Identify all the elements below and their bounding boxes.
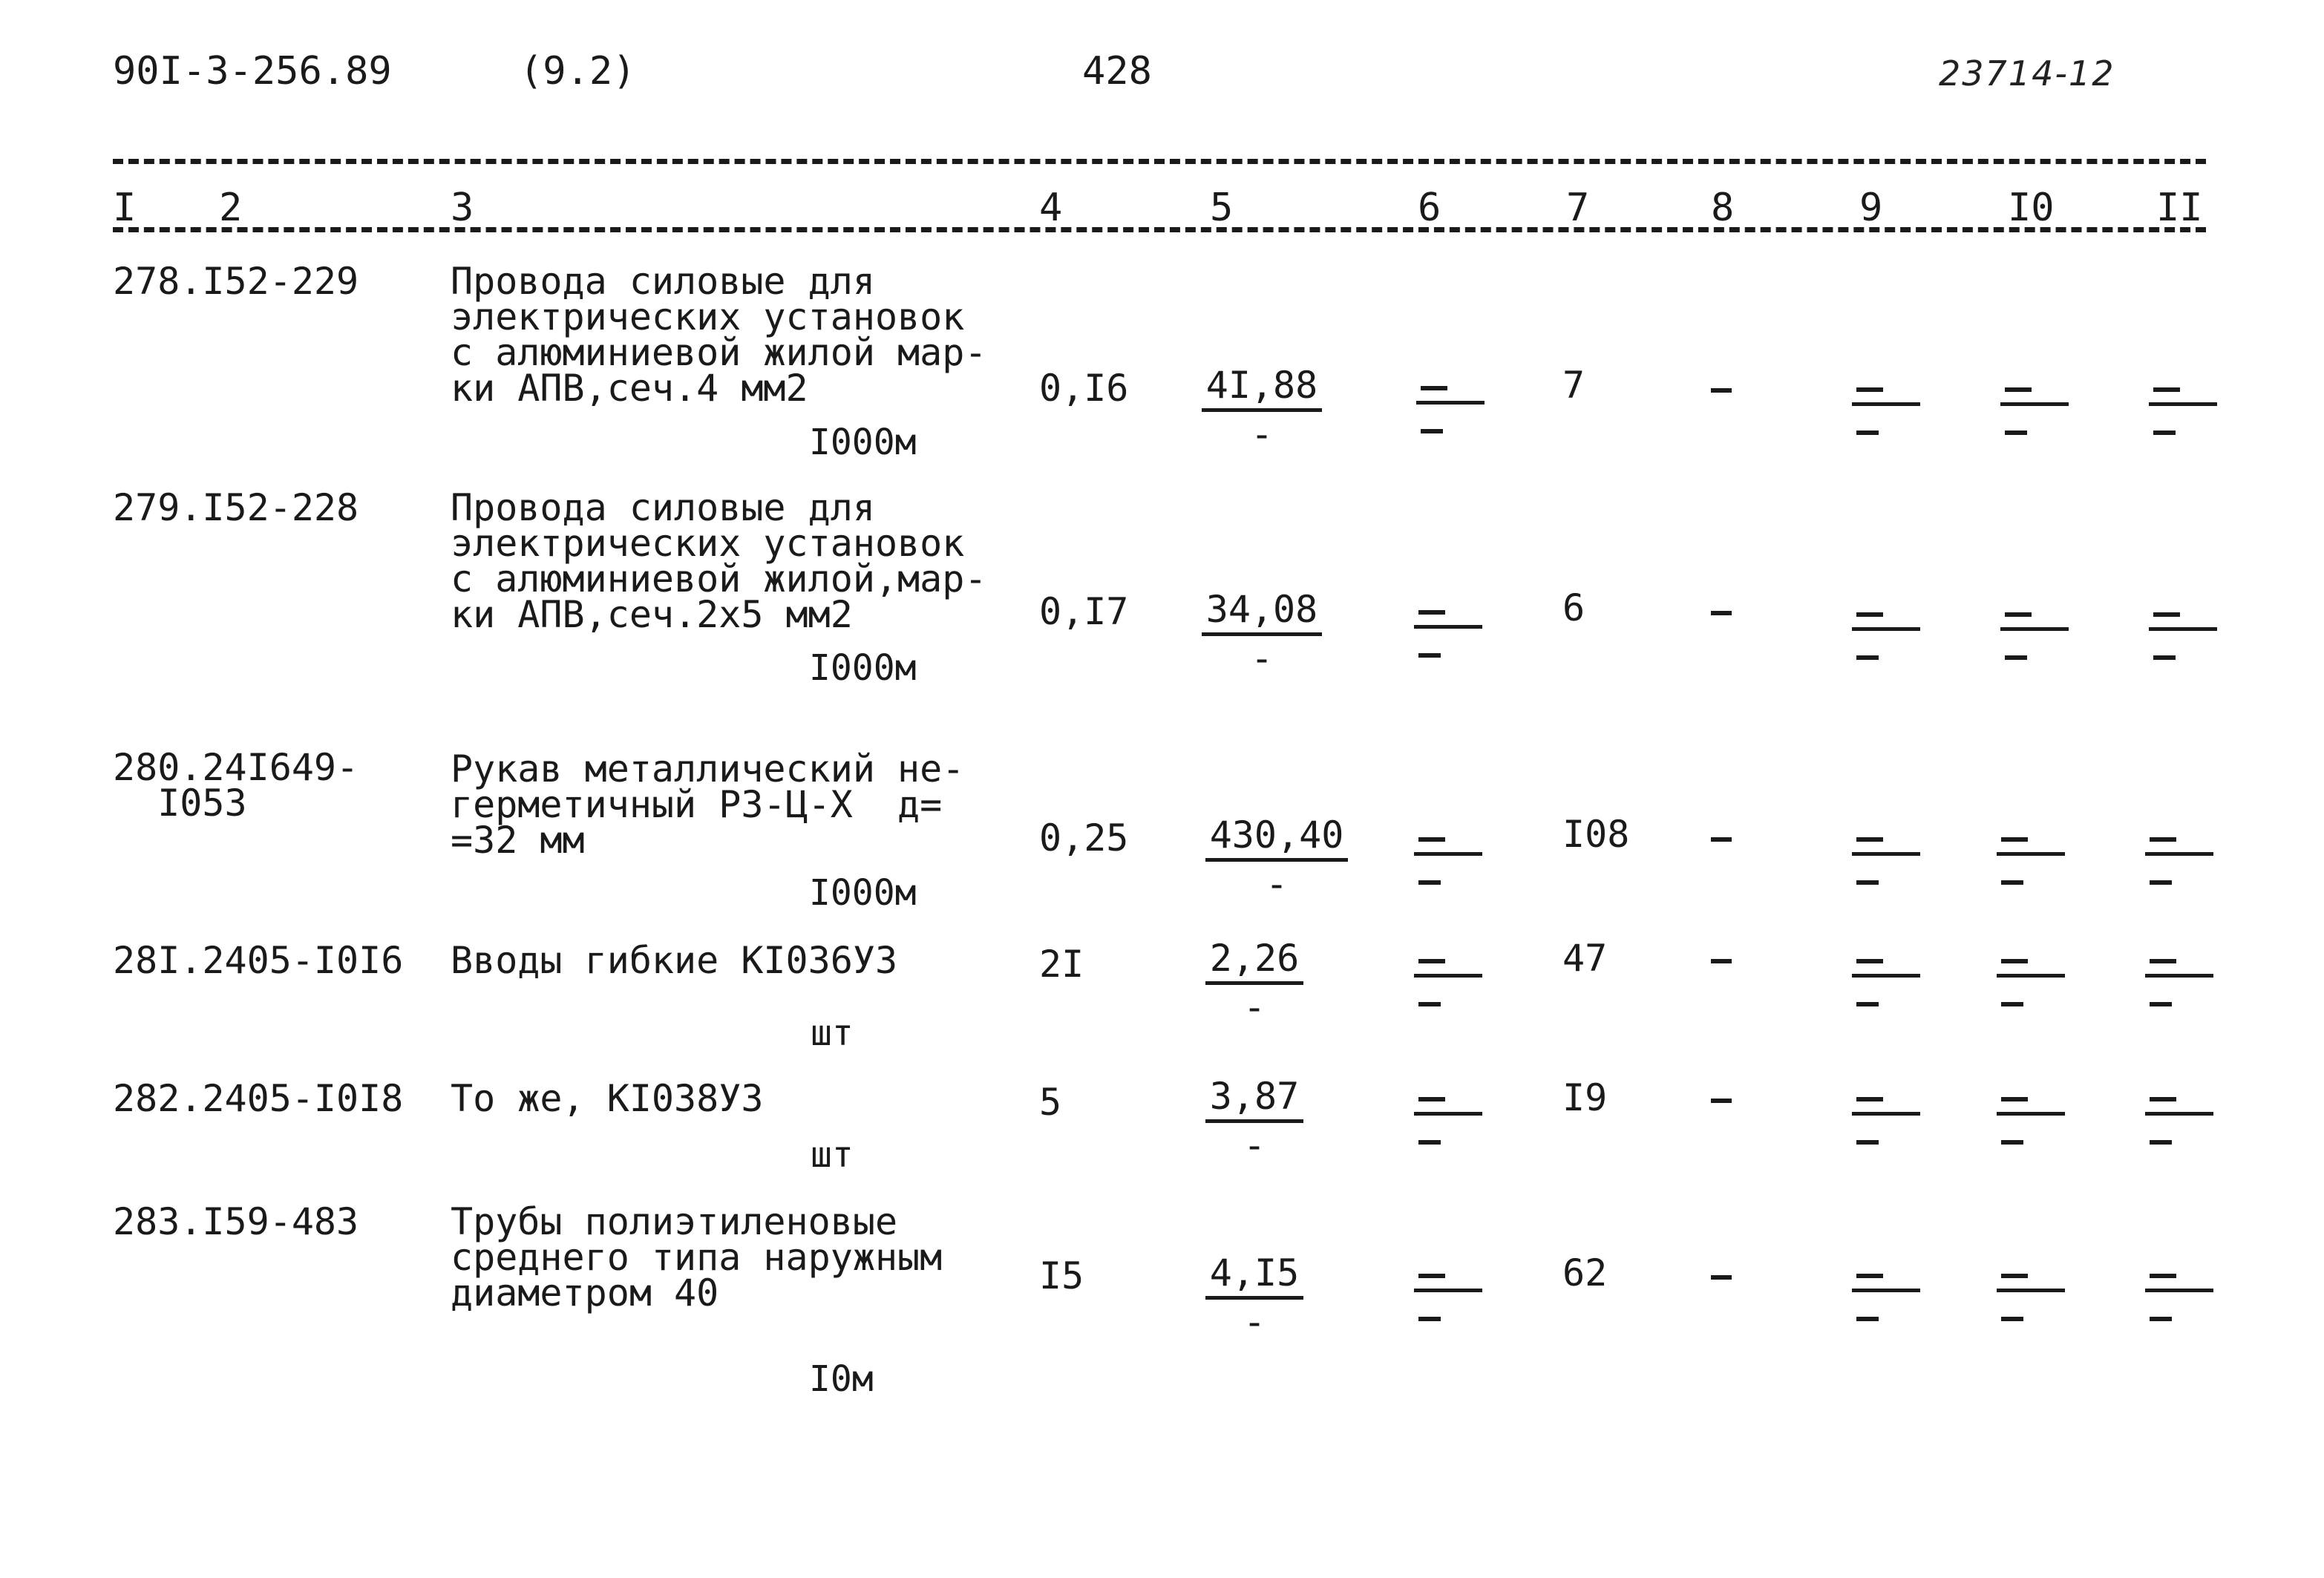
dash-fraction [2149, 387, 2217, 439]
item-code: 283.I59-483 [113, 1200, 359, 1243]
column-number: II [2156, 186, 2203, 230]
dash-fraction [2145, 1274, 2213, 1326]
item-col7: I08 [1562, 813, 1630, 856]
item-unit: I0м [809, 1358, 874, 1400]
item-unit: шт [811, 1012, 854, 1054]
price-denominator: - [1265, 862, 1289, 906]
price-value: 34,08 [1202, 588, 1323, 636]
price-value: 430,40 [1205, 813, 1349, 862]
dash-fraction [1852, 1097, 1920, 1149]
dash-fraction [1414, 1097, 1482, 1149]
item-description: Провода силовые для электрических установок с алюминиевой жилой,мар- ки АПВ,сеч.2х5 мм2 [451, 486, 987, 636]
price-value: 4,I5 [1205, 1251, 1303, 1300]
dash-fraction [2000, 387, 2069, 439]
dash-fraction [1414, 610, 1482, 662]
item-quantity: 2I [1039, 943, 1084, 986]
price-denominator: - [1243, 986, 1266, 1029]
item-unit: I000м [809, 872, 917, 914]
column-number: 7 [1566, 186, 1590, 230]
dash-fraction [1416, 386, 1485, 438]
price-value: 3,87 [1205, 1075, 1303, 1123]
dash-fraction [1414, 837, 1482, 889]
item-price [1188, 1075, 1321, 1168]
column-number: 4 [1039, 186, 1063, 230]
price-denominator: - [1243, 1124, 1266, 1167]
column-number: 5 [1210, 186, 1234, 230]
item-col7: 7 [1562, 364, 1585, 407]
dash-fraction [1997, 837, 2065, 889]
price-value: 4I,88 [1202, 364, 1323, 412]
sheet-reference: 23714-12 [1939, 53, 2115, 94]
column-number: 8 [1711, 186, 1735, 230]
dash-fraction [2145, 837, 2213, 889]
column-number: 9 [1859, 186, 1883, 230]
dash-fraction [1852, 837, 1920, 889]
item-description: Провода силовые для электрических установок с алюминиевой жилой мар- ки АПВ,сеч.4 мм2 [451, 260, 987, 410]
price-denominator: - [1250, 413, 1274, 456]
item-unit: I000м [809, 647, 917, 689]
section-number: (9.2) [520, 49, 636, 94]
item-quantity: I5 [1039, 1254, 1084, 1297]
item-unit: шт [811, 1134, 854, 1176]
item-description: Трубы полиэтиленовые среднего типа наружным диаметром 40 [451, 1200, 943, 1315]
item-price [1195, 588, 1329, 681]
dash-fraction [1997, 959, 2065, 1011]
item-code: 282.2405-I0I8 [113, 1077, 404, 1120]
column-number: 3 [451, 186, 474, 230]
dash-fraction [2000, 612, 2069, 664]
column-number: 6 [1418, 186, 1441, 230]
column-number: 2 [219, 186, 243, 230]
dash-fraction [2145, 1097, 2213, 1149]
item-code: 28I.2405-I0I6 [113, 939, 404, 982]
col8-dash [1711, 1099, 1732, 1103]
document-code: 90I-3-256.89 [113, 49, 392, 94]
dash-fraction [2149, 612, 2217, 664]
price-denominator: - [1243, 1300, 1266, 1343]
dash-fraction [2145, 959, 2213, 1011]
item-quantity: 0,25 [1039, 816, 1129, 860]
dash-fraction [1997, 1274, 2065, 1326]
table-top-rule [113, 159, 2206, 164]
dash-fraction [1852, 612, 1920, 664]
item-unit: I000м [809, 422, 917, 463]
item-col7: 62 [1562, 1251, 1608, 1294]
price-value: 2,26 [1205, 937, 1303, 985]
item-quantity: 0,I7 [1039, 590, 1129, 633]
item-col7: 6 [1562, 586, 1585, 629]
dash-fraction [1852, 1274, 1920, 1326]
item-code: 280.24I649- I053 [113, 746, 359, 825]
dash-fraction [1414, 959, 1482, 1011]
item-col7: I9 [1562, 1076, 1608, 1119]
page-number: 428 [1082, 49, 1152, 94]
item-price [1188, 1251, 1321, 1344]
col8-dash [1711, 837, 1732, 842]
item-price [1195, 364, 1329, 456]
item-col7: 47 [1562, 937, 1608, 980]
col8-dash [1711, 388, 1732, 393]
col8-dash [1711, 959, 1732, 963]
item-description: Рукав металлический не- герметичный Р3-Ц-Х д= =32 мм [451, 747, 965, 862]
item-price [1188, 937, 1321, 1029]
header-bottom-rule [113, 227, 2206, 232]
price-denominator: - [1250, 637, 1274, 680]
item-quantity: 5 [1039, 1081, 1062, 1124]
item-price [1202, 813, 1351, 906]
col8-dash [1711, 1275, 1732, 1280]
dash-fraction [1414, 1274, 1482, 1326]
dash-fraction [1852, 959, 1920, 1011]
column-number: I0 [2008, 186, 2055, 230]
dash-fraction [1997, 1097, 2065, 1149]
item-code: 279.I52-228 [113, 486, 359, 529]
item-code: 278.I52-229 [113, 260, 359, 303]
item-quantity: 0,I6 [1039, 367, 1129, 410]
column-number: I [113, 186, 137, 230]
item-description: Вводы гибкие КI036У3 [451, 939, 898, 982]
col8-dash [1711, 611, 1732, 615]
item-description: То же, КI038У3 [451, 1077, 764, 1120]
dash-fraction [1852, 387, 1920, 439]
